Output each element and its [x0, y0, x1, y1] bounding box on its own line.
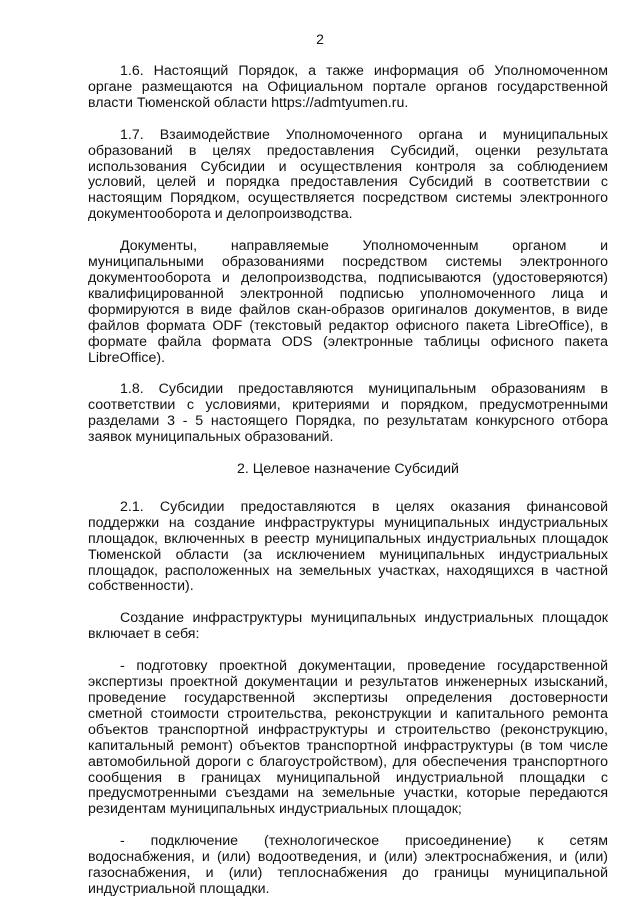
- list-item-utility-connection: - подключение (технологическое присоединение) к сетям водоснабжения, и (или) водоотведения, и (или) электроснабжения, и (или) газоснабжения, и (или) теплоснабжения до границы муниципальной индустриальной площадки.: [88, 833, 608, 897]
- paragraph-2-1: 2.1. Субсидии предоставляются в целях оказания финансовой поддержки на создание инфраструктуры муниципальных индустриальных площадок, включенных в реестр муниципальных индустриальных площадок Тюменской области (за исключением муниципальных индустриальных площадок, расположенных на земельных участках, находящихся в частной собственности).: [88, 498, 608, 595]
- paragraph-1-8: 1.8. Субсидии предоставляются муниципальным образованиям в соответствии с условиями, критериями и порядком, предусмотренными разделами 3 - 5 настоящего Порядка, по результатам конкурсного отбора заявок муниципальных образований.: [88, 381, 608, 446]
- page-number: 2: [316, 31, 324, 47]
- paragraph-1-7: 1.7. Взаимодействие Уполномоченного органа и муниципальных образований в целях предоставления Субсидий, оценки результата использования Субсидии и осуществления контроля за соблюдением условий, целей и порядка предоставления Субсидий в соответствии с настоящим Порядком, осуществляется посредством системы электронного документооборота и делопроизводства.: [88, 126, 608, 223]
- document-body: [88, 64, 608, 914]
- paragraph-infrastructure-intro: Создание инфраструктуры муниципальных индустриальных площадок включает в себя:: [88, 610, 608, 643]
- paragraph-1-6: 1.6. Настоящий Порядок, а также информация об Уполномоченном органе размещаются на Официальном портале органов государственной власти Тюменской области https://admtyumen.ru.: [88, 63, 608, 111]
- paragraph-documents: Документы, направляемые Уполномоченным органом и муниципальными образованиями посредством системы электронного документооборота и делопроизводства, подписываются (удостоверяются) квалифицированной электронной подписью уполномоченного лица и формируются в виде файлов скан-образов оригиналов документов, в виде файлов формата ODF (текстовый редактор офисного пакета LibreOffice), в формате файла формата ODS (электронные таблицы офисного пакета LibreOffice).: [88, 238, 608, 366]
- section-heading: 2. Целевое назначение Субсидий: [237, 461, 459, 478]
- list-item-project-documentation: - подготовку проектной документации, проведение государственной экспертизы проектной документации и результатов инженерных изысканий, проведение государственной экспертизы определения достоверности сметной стоимости строительства, реконструкции и капитального ремонта объектов транспортной инфраструктуры и строительство (реконструкцию, капитальный ремонт) объектов транспортной инфраструктуры (в том числе автомобильной дороги с благоустройством), для обеспечения транспортного сообщения в границах муниципальной индустриальной площадки с предусмотренными съездами на земельные участки, которые передаются резидентам муниципальных индустриальных площадок;: [88, 658, 608, 818]
